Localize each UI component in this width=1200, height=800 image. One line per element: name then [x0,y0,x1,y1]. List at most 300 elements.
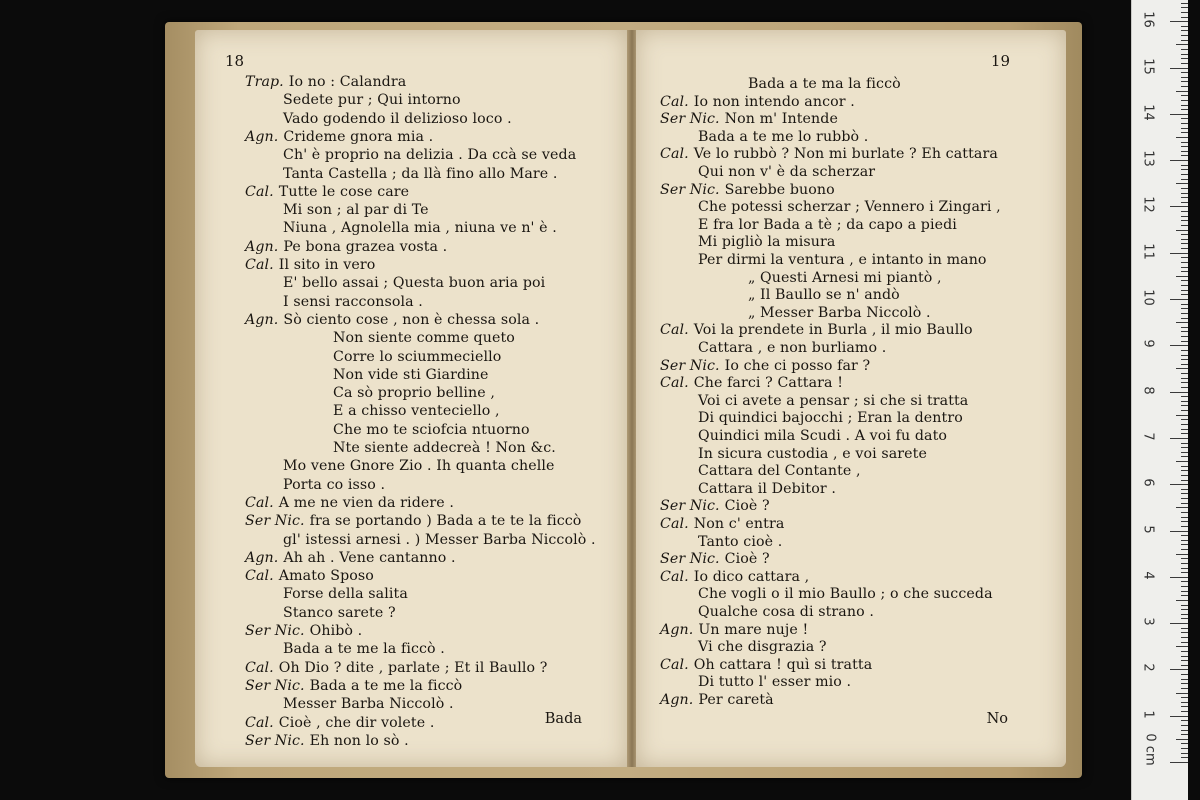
text-line [283,147,576,163]
ruler-tick [1181,151,1188,152]
ruler-tick [1181,470,1188,471]
line-text: E' bello assai ; Questa buon aria poi [283,275,546,292]
text-line [283,166,558,182]
line-text: Tutte le cose care [278,183,410,200]
text-line [283,605,396,621]
ruler-tick [1181,267,1188,268]
text-line [660,551,770,567]
line-text: Sarebbe buono [724,181,835,198]
text-line [698,604,874,620]
ruler-tick [1181,424,1188,425]
ruler-tick [1181,452,1188,453]
text-line [283,641,445,657]
speaker-label: Cal. [245,568,274,585]
line-text: Oh cattara ! quì si tratta [693,656,873,673]
ruler-tick [1181,7,1188,8]
ruler-tick [1181,387,1188,388]
ruler-tick [1181,174,1188,175]
ruler-number: 1 [1140,710,1156,719]
line-text: Crideme gnora mia . [283,128,434,145]
text-line [660,111,838,127]
ruler-tick [1181,105,1188,106]
ruler-tick [1176,461,1188,462]
text-line [333,422,530,438]
ruler-number: 15 [1140,57,1156,75]
ruler-number: 2 [1140,663,1156,673]
line-text: Pe bona grazea vosta . [283,238,448,255]
line-text: „ Questi Arnesi mi piantò , [748,269,942,286]
ruler-tick [1181,257,1188,258]
ruler-number: 13 [1140,150,1156,167]
ruler-tick [1181,410,1188,411]
ruler-tick [1181,609,1188,610]
text-line [698,639,827,655]
ruler-tick [1181,304,1188,305]
line-text: Qui non v' è da scherzar [698,164,876,180]
ruler-tick [1181,40,1188,41]
text-line [660,498,770,514]
text-line [698,446,927,462]
speaker-label: Cal. [660,146,689,163]
text-line [698,534,782,550]
text-line [245,715,434,731]
ruler-tick [1181,456,1188,457]
line-text: Mo vene Gnore Zio . Ih quanta chelle [283,458,555,475]
text-line [245,678,462,694]
ruler-tick [1176,137,1188,138]
ruler-tick [1181,651,1188,652]
line-text: Voi la prendete in Burla , il mio Baullo [693,322,973,339]
ruler-tick [1181,63,1188,64]
text-line [245,74,406,90]
ruler-tick [1181,503,1188,504]
text-line [748,76,901,92]
ruler-tick [1170,762,1188,763]
ruler-tick [1181,586,1188,587]
ruler-tick [1170,623,1188,624]
speaker-label: Cal. [245,257,274,273]
ruler-tick [1181,549,1188,550]
ruler-tick [1170,531,1188,532]
line-text: Cattara del Contante , [698,463,861,480]
text-line [698,463,861,479]
ruler-tick [1181,753,1188,754]
ruler-tick [1170,21,1188,22]
speaker-label: Cal. [245,494,274,511]
line-text: Forse della salita [283,586,408,603]
ruler-tick [1181,466,1188,467]
ruler-tick [1181,72,1188,73]
text-line [245,568,374,584]
line-text: Ah ah . Vene cantanno . [283,549,456,566]
text-line [283,458,555,474]
ruler-tick [1181,544,1188,545]
ruler-tick [1181,95,1188,96]
ruler-tick [1181,341,1188,342]
text-line [333,367,489,383]
ruler-tick [1181,364,1188,365]
ruler-tick [1181,660,1188,661]
ruler-number: 14 [1140,104,1156,121]
ruler-tick [1176,415,1188,416]
ruler-tick [1181,757,1188,758]
speaker-label: Cal. [660,93,689,110]
ruler-tick [1181,290,1188,291]
ruler-tick [1181,512,1188,513]
ruler-tick [1181,521,1188,522]
ruler-tick [1181,642,1188,643]
ruler-number: 4 [1140,571,1156,580]
ruler-tick [1181,591,1188,592]
line-text: E a chisso venteciello , [333,403,500,420]
line-text: Io non intendo ancor . [693,93,855,110]
ruler-tick [1176,230,1188,231]
line-text: Per dirmi la ventura , e intanto in mano [698,252,987,268]
text-line [283,202,429,218]
line-text: Cioè ? [724,498,770,515]
ruler-number: 3 [1140,617,1156,626]
ruler-tick [1176,322,1188,323]
ruler-tick [1176,693,1188,694]
catchword: Bada [544,711,582,727]
ruler-tick [1170,114,1188,115]
line-text: Cioè , che dir volete . [278,714,435,731]
text-line [245,623,362,639]
line-text: Bada a te me la ficcò [309,677,463,694]
text-line [660,569,809,585]
line-text: Che potessi scherzar ; Vennero i Zingari , [698,199,1001,216]
text-line [698,393,968,409]
ruler-tick [1181,618,1188,619]
text-line [283,532,596,548]
ruler-tick [1170,484,1188,485]
text-line [283,477,385,493]
ruler-tick [1181,683,1188,684]
page-number: 19 [990,52,1010,70]
ruler-tick [1170,68,1188,69]
ruler-tick [1181,54,1188,55]
ruler-tick [1181,202,1188,203]
ruler-tick [1181,77,1188,78]
line-text: Per caretà [698,692,774,708]
ruler-number: 12 [1140,196,1156,214]
ruler-tick [1181,743,1188,744]
ruler-tick [1181,109,1188,110]
text-line [245,550,456,566]
text-line [698,129,868,145]
line-text: Che vogli o il mio Baullo ; o che succeda [698,586,993,603]
line-text: Mi pigliò la misura [698,234,836,251]
ruler-tick [1181,248,1188,249]
line-text: Che farci ? Cattara ! [693,375,843,392]
line-text: Di tutto l' esser mio . [698,674,852,691]
measurement-ruler [1131,0,1188,800]
text-line [283,586,408,602]
ruler-tick [1181,12,1188,13]
text-line [660,322,973,338]
line-text: Tanta Castella ; da llà fino allo Mare . [283,165,558,182]
ruler-tick [1170,392,1188,393]
ruler-tick [1170,716,1188,717]
text-line [283,275,545,291]
line-text: Niuna , Agnolella mia , niuna ve n' è . [283,220,557,237]
ruler-number: 6 [1140,478,1156,487]
line-text: Corre lo sciummeciello [333,348,502,365]
ruler-tick [1181,81,1188,82]
ruler-tick [1181,489,1188,490]
line-text: Il sito in vero [278,257,376,273]
ruler-tick [1181,30,1188,31]
speaker-label: Cal. [245,659,274,676]
ruler-tick [1181,572,1188,573]
line-text: Ohibò . [309,623,363,639]
ruler-tick [1181,155,1188,156]
ruler-tick [1181,605,1188,606]
ruler-tick [1181,3,1188,4]
ruler-tick [1181,285,1188,286]
text-line [748,270,942,286]
line-text: Cattara il Debitor . [698,480,836,497]
speaker-label: Ser Nic. [660,111,720,128]
ruler-tick [1181,280,1188,281]
line-text: I sensi racconsola . [283,293,423,310]
ruler-tick [1181,688,1188,689]
text-line [660,516,784,532]
speaker-label: Cal. [660,656,689,673]
ruler-tick [1181,17,1188,18]
ruler-tick [1181,308,1188,309]
line-text: gl' istessi arnesi . ) Messer Barba Niccolò . [283,531,596,548]
left-page [195,30,627,767]
ruler-tick [1181,193,1188,194]
ruler-tick [1170,253,1188,254]
ruler-number: 9 [1140,339,1156,348]
ruler-tick [1181,614,1188,615]
ruler-tick [1181,748,1188,749]
ruler-tick [1181,429,1188,430]
ruler-tick [1181,327,1188,328]
text-line [698,252,987,268]
text-line [245,184,409,200]
text-line [245,660,548,676]
ruler-tick [1176,507,1188,508]
ruler-tick [1181,220,1188,221]
text-line [245,257,375,273]
text-line [660,182,835,198]
ruler-tick [1176,739,1188,740]
ruler-tick [1181,475,1188,476]
line-text: Non m' Intende [724,111,838,128]
line-text: Porta co isso . [283,476,386,493]
text-line [698,410,963,426]
line-text: A me ne vien da ridere . [278,494,454,511]
text-line [333,349,501,365]
line-text: Cattara , e non burliamo . [698,340,887,356]
ruler-tick [1181,350,1188,351]
ruler-tick [1181,517,1188,518]
line-text: fra se portando ) Bada a te te la ficcò [309,513,582,530]
ruler-tick [1181,234,1188,235]
ruler-tick [1181,165,1188,166]
speaker-label: Cal. [660,516,689,532]
ruler-tick [1170,206,1188,207]
ruler-tick [1181,632,1188,633]
ruler-number: 7 [1140,432,1156,441]
ruler-tick [1181,86,1188,87]
ruler-tick [1181,526,1188,527]
line-text: Bada a te me lo rubbò . [698,128,869,145]
text-line [333,330,515,346]
ruler-tick [1176,554,1188,555]
ruler-tick [1181,665,1188,666]
ruler-tick [1181,734,1188,735]
ruler-tick [1181,382,1188,383]
ruler-tick [1181,674,1188,675]
ruler-tick [1181,419,1188,420]
speaker-label: Ser Nic. [245,732,305,749]
speaker-label: Agn. [245,311,279,328]
line-text: Bada a te me la ficcò . [283,641,445,658]
text-line [698,234,835,250]
speaker-label: Ser Nic. [660,357,720,374]
speaker-label: Agn. [245,128,279,145]
ruler-tick [1170,345,1188,346]
speaker-label: Agn. [245,238,279,255]
ruler-tick [1181,568,1188,569]
speaker-label: Agn. [245,549,279,566]
line-text: Non siente comme queto [333,330,515,347]
ruler-tick [1181,378,1188,379]
ruler-tick [1181,697,1188,698]
ruler-tick [1181,637,1188,638]
ruler-tick [1181,725,1188,726]
line-text: Stanco sarete ? [283,604,396,621]
ruler-tick [1181,262,1188,263]
ruler-tick [1181,401,1188,402]
ruler-tick [1181,447,1188,448]
ruler-number: 11 [1140,242,1156,260]
ruler-tick [1181,26,1188,27]
ruler-tick [1176,276,1188,277]
ruler-tick [1181,443,1188,444]
ruler-tick [1181,211,1188,212]
ruler-tick [1181,271,1188,272]
ruler-tick [1181,123,1188,124]
text-line [698,674,851,690]
ruler-tick [1181,711,1188,712]
text-line [333,403,500,419]
line-text: Sedete pur ; Qui intorno [283,92,461,109]
line-text: Di quindici bajocchi ; Eran la dentro [698,410,963,427]
text-line [698,164,875,180]
line-text: Messer Barba Niccolò . [283,696,454,713]
text-line [698,428,947,444]
ruler-tick [1176,646,1188,647]
catchword: No [986,711,1008,727]
ruler-tick [1181,49,1188,50]
text-line [245,513,581,529]
line-text: Sò ciento cose , non è chessa sola . [283,311,540,328]
text-line [245,129,433,145]
ruler-tick [1181,225,1188,226]
text-line [283,220,557,236]
line-text: Oh Dio ? dite , parlate ; Et il Baullo ? [278,659,548,676]
ruler-tick [1170,669,1188,670]
ruler-tick [1181,433,1188,434]
line-text: „ Messer Barba Niccolò . [748,304,931,321]
ruler-tick [1181,498,1188,499]
ruler-tick [1181,595,1188,596]
speaker-label: Trap. [245,74,284,90]
speaker-label: Agn. [660,621,694,638]
ruler-tick [1181,336,1188,337]
ruler-number: 16 [1140,11,1156,28]
ruler-tick [1181,216,1188,217]
line-text: Eh non lo sò . [309,732,409,749]
ruler-tick [1181,405,1188,406]
ruler-tick [1181,100,1188,101]
line-text: Io dico cattara , [693,568,810,585]
ruler-unit-label: 0 cm [1142,733,1158,766]
ruler-number: 5 [1140,524,1156,534]
ruler-tick [1181,58,1188,59]
text-line [660,657,872,673]
line-text: Voi ci avete a pensar ; si che si tratta [698,392,969,409]
page-number: 18 [225,52,245,70]
ruler-tick [1181,318,1188,319]
line-text: Nte siente addecreà ! Non &c. [333,440,556,456]
ruler-tick [1176,368,1188,369]
ruler-tick [1181,142,1188,143]
line-text: Bada a te ma la ficcò [748,76,901,92]
line-text: Non vide sti Giardine [333,366,489,383]
text-line [660,622,808,638]
line-text: Cioè ? [724,551,770,568]
line-text: Ch' è proprio na delizia . Da ccà se veda [283,147,577,164]
speaker-label: Ser Nic. [245,677,305,694]
line-text: Io no : Calandra [288,74,407,90]
text-line [748,305,931,321]
speaker-label: Ser Nic. [660,551,720,568]
ruler-tick [1181,730,1188,731]
ruler-tick [1181,535,1188,536]
ruler-tick [1181,558,1188,559]
ruler-tick [1181,35,1188,36]
right-page [636,30,1066,767]
ruler-tick [1181,581,1188,582]
line-text: Che mo te sciofcia ntuorno [333,421,530,438]
text-line [245,495,454,511]
line-text: Amato Sposo [278,568,374,585]
ruler-tick [1181,563,1188,564]
speaker-label: Cal. [660,375,689,392]
speaker-label: Ser Nic. [245,513,305,530]
line-text: Qualche cosa di strano . [698,604,874,620]
ruler-tick [1181,702,1188,703]
text-line [333,440,556,456]
ruler-tick [1170,577,1188,578]
ruler-tick [1181,679,1188,680]
line-text: In sicura custodia , e voi sarete [698,445,927,462]
ruler-tick [1181,146,1188,147]
ruler-tick [1181,396,1188,397]
text-line [660,146,998,162]
text-line [698,217,957,233]
ruler-tick [1181,656,1188,657]
ruler-tick [1181,169,1188,170]
ruler-tick [1181,239,1188,240]
text-line [283,696,454,712]
